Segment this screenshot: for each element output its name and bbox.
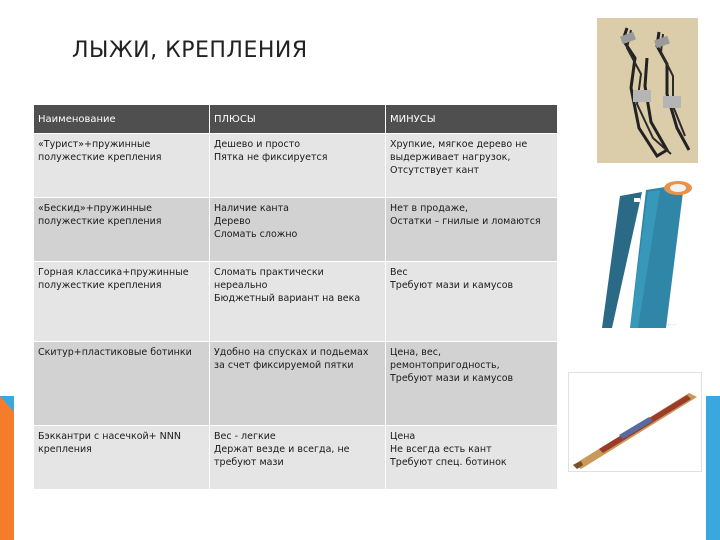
table-row xyxy=(34,198,558,262)
blue-skis-icon xyxy=(600,178,700,330)
slide-title: ЛЫЖИ, КРЕПЛЕНИЯ xyxy=(72,38,308,63)
blue-skis-photo xyxy=(600,178,700,330)
table-header-row xyxy=(34,105,558,134)
cell-cons: Цена, вес, ремонтопригодность, Требуют мази и камусов xyxy=(386,342,558,426)
table-row xyxy=(34,342,558,426)
comparison-table xyxy=(33,104,558,490)
cell-name: Бэккантри с насечкой+ NNN крепления xyxy=(34,426,210,490)
photo-credit-mark: · · · · · · · xyxy=(660,322,677,327)
cell-name: Скитур+пластиковые ботинки xyxy=(34,342,210,426)
header-name: Наименование xyxy=(34,105,210,134)
cell-name: «Турист»+пружинные полужесткие крепления xyxy=(34,134,210,198)
table-row xyxy=(34,134,558,198)
header-cons: МИНУСЫ xyxy=(386,105,558,134)
cell-pros: Вес - легкие Держат везде и всегда, не требуют мази xyxy=(210,426,386,490)
table-row xyxy=(34,262,558,342)
spring-binding-photo xyxy=(597,18,698,163)
cell-pros: Сломать практически нереально Бюджетный вариант на века xyxy=(210,262,386,342)
cell-cons: Нет в продаже, Остатки – гнилые и ломаются xyxy=(386,198,558,262)
cell-name: «Бескид»+пружинные полужесткие крепления xyxy=(34,198,210,262)
cell-cons: Цена Не всегда есть кант Требуют спец. ботинок xyxy=(386,426,558,490)
wooden-ski-photo xyxy=(568,372,702,472)
header-pros: ПЛЮСЫ xyxy=(210,105,386,134)
cell-name: Горная классика+пружинные полужесткие крепления xyxy=(34,262,210,342)
cell-pros: Наличие канта Дерево Сломать сложно xyxy=(210,198,386,262)
cell-pros: Удобно на спусках и подьемах за счет фиксируемой пятки xyxy=(210,342,386,426)
spring-binding-icon xyxy=(597,18,698,163)
cell-cons: Вес Требуют мази и камусов xyxy=(386,262,558,342)
cell-pros: Дешево и просто Пятка не фиксируется xyxy=(210,134,386,198)
table-row xyxy=(34,426,558,490)
cell-cons: Хрупкие, мягкое дерево не выдерживает нагрузок, Отсутствует кант xyxy=(386,134,558,198)
wooden-ski-icon xyxy=(569,373,701,471)
